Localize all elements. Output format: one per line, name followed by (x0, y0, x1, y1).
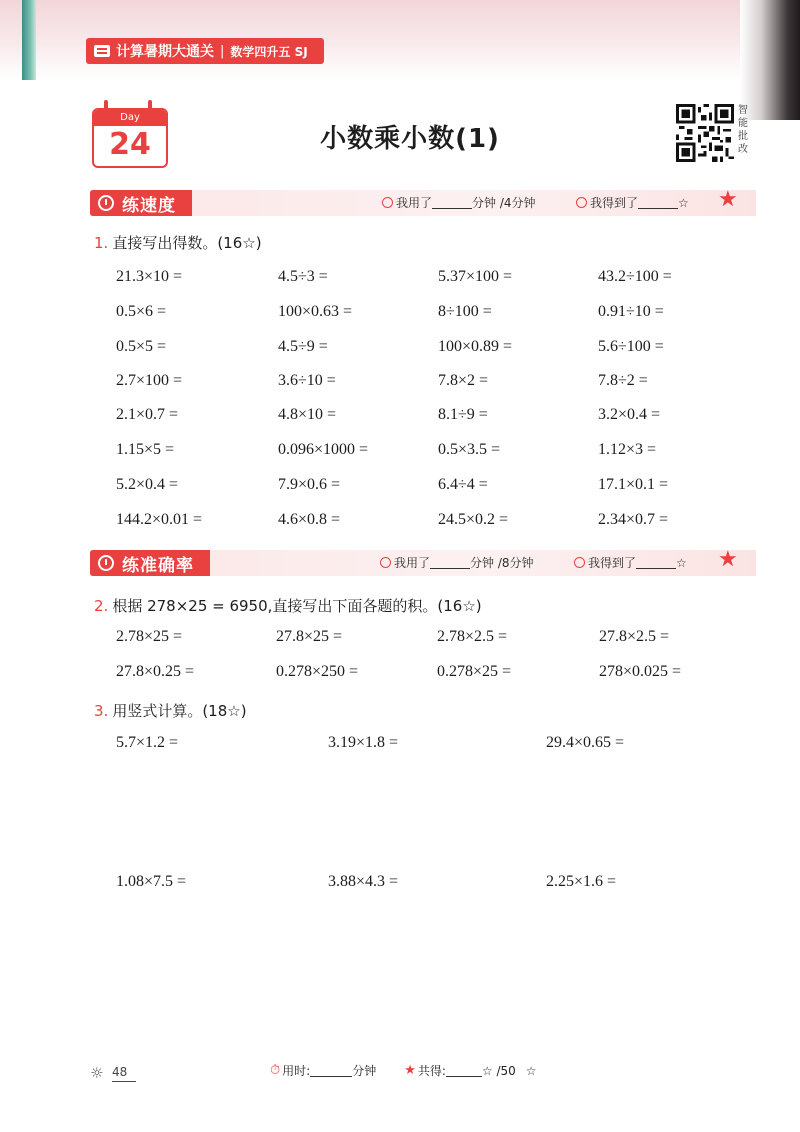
problem-item: 17.1×0.1 = (598, 476, 669, 493)
target-icon (98, 555, 114, 571)
problem-item: 24.5×0.2 = (438, 511, 509, 528)
problem-item: 2.7×100 = (116, 372, 183, 389)
problem-item: 2.78×25 = (116, 628, 183, 645)
day-badge (92, 108, 168, 168)
problem-item: 4.6×0.8 = (278, 511, 341, 528)
problem-item: 1.08×7.5 = (116, 873, 187, 890)
day-label: Day (94, 110, 166, 126)
problem-item: 3.2×0.4 = (598, 406, 661, 423)
time-used-field: 我用了 分钟 /4分钟 (382, 194, 536, 211)
problem-item: 3.88×4.3 = (328, 873, 399, 890)
clock-icon: ⏱ (270, 1063, 281, 1078)
header-banner (86, 38, 324, 64)
problem-item: 0.278×250 = (276, 663, 359, 680)
section-speed-label: 练速度 (122, 195, 176, 216)
problem-item: 144.2×0.01 = (116, 511, 203, 528)
section-accuracy-tag (90, 550, 210, 576)
problem-item: 0.096×1000 = (278, 441, 369, 458)
page-number: 48 (112, 1065, 128, 1079)
section-speed (90, 187, 756, 216)
question-1-heading: 1. 直接写出得数。(16☆) (94, 234, 262, 252)
problem-item: 21.3×10 = (116, 268, 183, 285)
section-speed-tag (90, 190, 192, 216)
problem-item: 8.1÷9 = (438, 406, 488, 423)
header-separator: | (220, 43, 225, 59)
problem-item: 100×0.89 = (438, 338, 513, 355)
problem-item: 1.12×3 = (598, 441, 657, 458)
section-accuracy-label: 练准确率 (122, 555, 194, 576)
problem-item: 3.19×1.8 = (328, 734, 399, 751)
problem-item: 2.78×2.5 = (437, 628, 508, 645)
problem-item: 0.5×5 = (116, 338, 167, 355)
page-right-edge (740, 0, 800, 120)
problem-item: 0.5×6 = (116, 303, 167, 320)
clock-icon (382, 197, 393, 208)
problem-item: 0.91÷10 = (598, 303, 664, 320)
problem-item: 100×0.63 = (278, 303, 353, 320)
problem-item: 5.2×0.4 = (116, 476, 179, 493)
total-score-blank[interactable] (446, 1064, 482, 1077)
problem-item: 8÷100 = (438, 303, 492, 320)
problem-item: 278×0.025 = (599, 663, 682, 680)
series-subtitle: 数学四升五 SJ (230, 44, 308, 59)
star-icon: ★ (404, 1063, 416, 1078)
sun-icon: ☼ (90, 1064, 104, 1082)
check-icon (576, 197, 587, 208)
problem-item: 7.9×0.6 = (278, 476, 341, 493)
star-icon: ★ (718, 547, 738, 572)
problem-item: 6.4÷4 = (438, 476, 488, 493)
series-title: 计算暑期大通关 (116, 44, 214, 60)
time-used-field: 我用了 分钟 /8分钟 (380, 554, 534, 571)
problem-item: 5.6÷100 = (598, 338, 664, 355)
total-time-blank[interactable] (310, 1064, 352, 1077)
problem-item: 29.4×0.65 = (546, 734, 625, 751)
problem-item: 4.8×10 = (278, 406, 337, 423)
stars-got-field: 我得到了 ☆ (574, 554, 687, 571)
problem-item: 27.8×25 = (276, 628, 343, 645)
stars-got-field: 我得到了 ☆ (576, 194, 689, 211)
section-accuracy (90, 547, 756, 576)
time-blank[interactable] (432, 196, 472, 209)
check-icon (574, 557, 585, 568)
problem-item: 7.8×2 = (438, 372, 489, 389)
problem-item: 4.5÷9 = (278, 338, 328, 355)
problem-item: 2.25×1.6 = (546, 873, 617, 890)
question-2-heading: 2. 根据 278×25 = 6950,直接写出下面各题的积。(16☆) (94, 597, 482, 615)
problem-item: 0.5×3.5 = (438, 441, 501, 458)
qr-code[interactable] (676, 104, 734, 162)
problem-item: 3.6÷10 = (278, 372, 336, 389)
time-blank[interactable] (430, 556, 470, 569)
page-title: 小数乘小数(1) (320, 124, 500, 154)
stopwatch-icon (98, 195, 114, 211)
problem-item: 1.15×5 = (116, 441, 175, 458)
day-number: 24 (109, 127, 151, 162)
page-number-underline (112, 1081, 136, 1082)
footer-summary: ⏱ 用时: 分钟 ★ 共得: ☆ /50 ☆ (270, 1063, 537, 1078)
book-icon (94, 45, 110, 57)
problem-item: 43.2÷100 = (598, 268, 672, 285)
problem-item: 5.37×100 = (438, 268, 513, 285)
problem-item: 5.7×1.2 = (116, 734, 179, 751)
problem-item: 27.8×0.25 = (116, 663, 195, 680)
qr-side-text: 智能批改 (738, 105, 748, 155)
problem-item: 4.5÷3 = (278, 268, 328, 285)
problem-item: 27.8×2.5 = (599, 628, 670, 645)
problem-item: 2.34×0.7 = (598, 511, 669, 528)
clock-icon (380, 557, 391, 568)
stars-blank[interactable] (636, 556, 676, 569)
problem-item: 0.278×25 = (437, 663, 512, 680)
page-left-edge (22, 0, 36, 80)
question-3-heading: 3. 用竖式计算。(18☆) (94, 702, 247, 720)
stars-blank[interactable] (638, 196, 678, 209)
star-icon: ★ (718, 187, 738, 212)
problem-item: 7.8÷2 = (598, 372, 648, 389)
problem-item: 2.1×0.7 = (116, 406, 179, 423)
